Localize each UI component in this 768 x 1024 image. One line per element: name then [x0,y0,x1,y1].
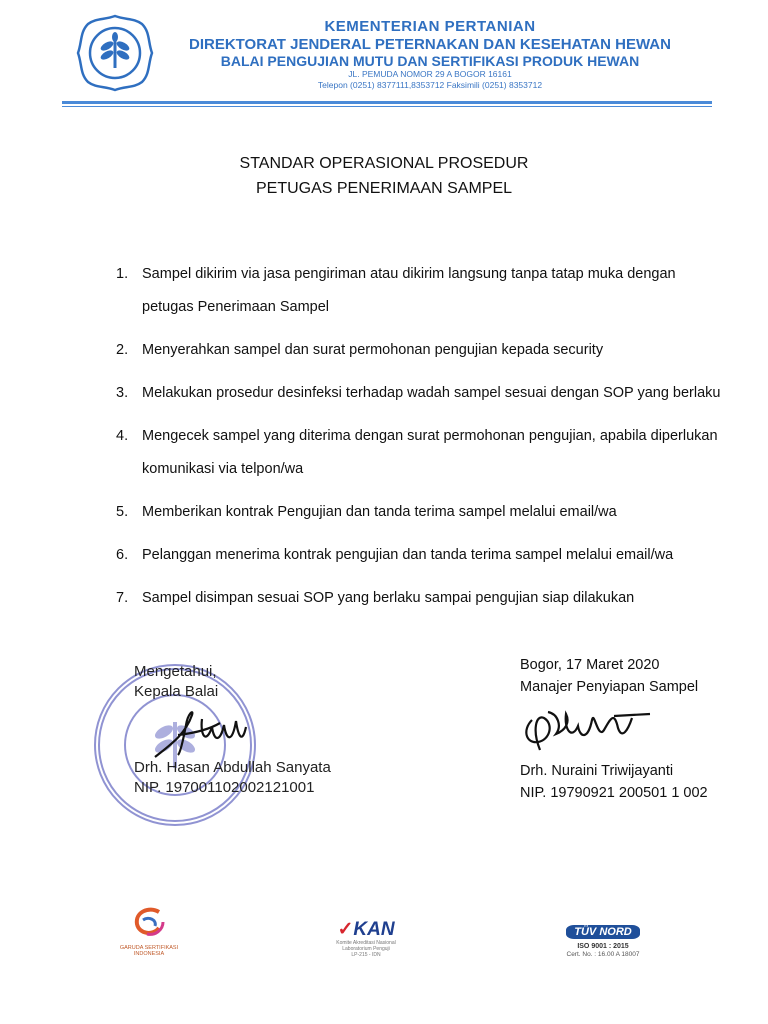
list-item-text: Memberikan kontrak Pengujian dan tanda terima sampel melalui email/wa [142,504,617,520]
tuv-cert: Cert. No. : 16.00 A 18007 [566,951,640,958]
list-item [116,496,726,529]
list-item [116,582,726,615]
kan-logo [316,920,416,958]
list-item-number: 6. [116,547,129,563]
acknowledged-label: Mengetahui, [134,663,217,680]
list-item [116,539,726,572]
letterhead-ministry: KEMENTERIAN PERTANIAN [324,18,536,35]
letterhead-office: BALAI PENGUJIAN MUTU DAN SERTIFIKASI PRODUK HEWAN [220,53,640,69]
kan-subtitle-1: Komite Akreditasi Nasional [336,940,396,946]
list-item-text: Melakukan prosedur desinfeksi terhadap wadah sampel sesuai dengan SOP yang berlaku [142,385,721,401]
tuv-wordmark: TÜV NORD [566,925,639,939]
list-item-text: Sampel disimpan sesuai SOP yang berlaku sampai pengujian siap dilakukan [142,590,635,606]
list-item-text: Mengecek sampel yang diterima dengan surat permohonan pengujian, apabila diperlukan komunikasi via telpon/wa [142,428,718,477]
list-item [116,258,726,324]
letterhead-address: JL. PEMUDA NOMOR 29 A BOGOR 16161 [348,69,512,79]
document-subtitle: PETUGAS PENERIMAAN SAMPEL [255,180,513,197]
list-item-text: Menyerahkan sampel dan surat permohonan pengujian kepada security [142,342,604,358]
document-title: STANDAR OPERASIONAL PROSEDUR [239,155,529,172]
signer-name-right: Drh. Nuraini Triwijayanti [520,763,674,779]
list-item [116,420,726,486]
letterhead-rule-thick [62,101,712,104]
tuv-nord-logo [548,922,658,959]
garuda-name: GARUDA SERTIFIKASI INDONESIA [119,945,179,957]
signer-name-left: Drh. Hasan Abdullah Sanyata [134,759,331,776]
list-item [116,334,726,367]
procedure-list [116,258,726,625]
list-item-text: Sampel dikirim via jasa pengiriman atau dikirim langsung tanpa tatap muka dengan petugas Penerimaan Sampel [142,266,676,315]
list-item-number: 3. [116,385,129,401]
signer-nip-left: NIP. 197001102002121001 [134,779,315,796]
handwritten-signature-right [518,700,658,760]
list-item-number: 4. [116,428,129,444]
kan-wordmark: KAN [353,919,395,940]
garuda-certification-logo [104,906,194,957]
list-item [116,377,726,410]
list-item-number: 5. [116,504,129,520]
letterhead-directorate: DIREKTORAT JENDERAL PETERNAKAN DAN KESEHATAN HEWAN [189,36,671,53]
ministry-logo-icon [74,12,156,94]
place-date: Bogor, 17 Maret 2020 [520,657,660,673]
list-item-number: 1. [116,266,129,282]
kan-subtitle-3: LP-215 - IDN [351,952,381,958]
list-item-number: 7. [116,590,129,606]
head-title: Kepala Balai [134,683,219,700]
garuda-swirl-icon [129,906,169,940]
letterhead-rule-thin [62,106,712,107]
list-item-number: 2. [116,342,129,358]
letterhead-phone: Telepon (0251) 8377111,8353712 Faksimili (0251) 8353712 [317,80,543,90]
signer-nip-right: NIP. 19790921 200501 1 002 [520,785,708,801]
kan-subtitle-2: Laboratorium Penguji [342,946,390,952]
tuv-iso: ISO 9001 : 2015 [577,943,629,950]
kan-check-icon: ✓ [337,919,354,940]
list-item-text: Pelanggan menerima kontrak pengujian dan tanda terima sampel melalui email/wa [142,547,674,563]
handwritten-signature-left [150,705,260,765]
signer-role-right: Manajer Penyiapan Sampel [520,679,699,695]
